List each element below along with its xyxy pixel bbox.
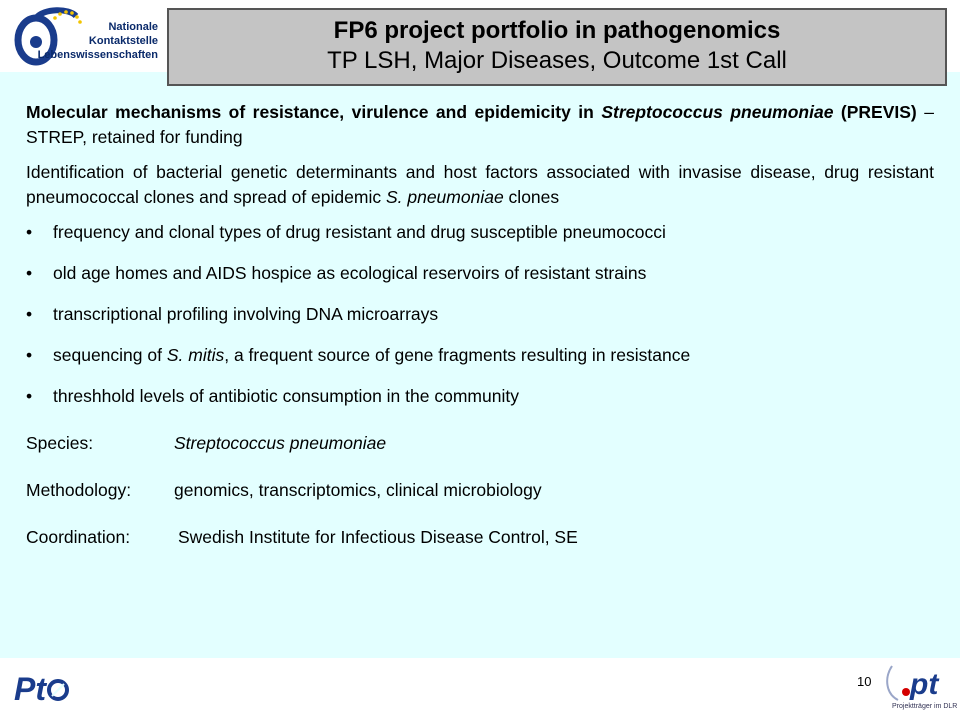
logo-line-3: Lebenswissenschaften bbox=[37, 49, 158, 61]
heading-organism: Streptococcus pneumoniae bbox=[601, 102, 834, 122]
project-heading bbox=[26, 100, 934, 150]
description-organism: S. pneumoniae bbox=[385, 187, 504, 207]
logo-line-2: Kontaktstelle bbox=[88, 35, 158, 47]
page-title: FP6 project portfolio in pathogenomics bbox=[333, 17, 781, 44]
species-row bbox=[26, 431, 934, 456]
nks-logo bbox=[8, 6, 158, 68]
title-box bbox=[167, 8, 947, 86]
pt-left-logo-icon bbox=[14, 670, 70, 706]
logo-caption bbox=[38, 20, 158, 62]
list-item bbox=[26, 261, 934, 286]
page-number: 10 bbox=[857, 674, 872, 689]
methodology-row bbox=[26, 478, 934, 503]
list-item bbox=[26, 220, 934, 245]
bullet-dot: • bbox=[26, 345, 33, 365]
description-text-a: Identification of bacterial genetic determinants and host factors associated with invasise disease, drug resistant pneumococcal clones and spread of epidemic bbox=[26, 162, 934, 207]
coordination-label: Coordination: bbox=[26, 527, 131, 547]
coordination-value: Swedish Institute for Infectious Disease Control, SE bbox=[178, 527, 578, 547]
bullet-dot: • bbox=[26, 222, 33, 242]
logo-line-1: Nationale bbox=[108, 21, 158, 33]
heading-text-b: (PREVIS) bbox=[833, 102, 917, 122]
list-item bbox=[26, 302, 934, 327]
bullet-dot: • bbox=[26, 304, 33, 324]
list-item bbox=[26, 343, 934, 368]
bullet-text: frequency and clonal types of drug resistant and drug susceptible pneumococci bbox=[53, 222, 666, 242]
bullet-text: old age homes and AIDS hospice as ecological reservoirs of resistant strains bbox=[53, 263, 647, 283]
pt-left-logo-text: Pt bbox=[14, 671, 46, 706]
bullet-dot: • bbox=[26, 386, 33, 406]
methodology-value: genomics, transcriptomics, clinical microbiology bbox=[174, 480, 542, 500]
bullet-text: transcriptional profiling involving DNA microarrays bbox=[53, 304, 439, 324]
project-description bbox=[26, 160, 934, 210]
slide-body bbox=[26, 100, 934, 550]
species-value: Streptococcus pneumoniae bbox=[174, 433, 387, 453]
heading-status: – STREP, retained for funding bbox=[26, 102, 934, 147]
pt-right-logo-text: pt bbox=[910, 668, 939, 701]
bullet-text-b: , a frequent source of gene fragments resulting in resistance bbox=[224, 345, 691, 365]
description-text-b: clones bbox=[503, 187, 560, 207]
list-item bbox=[26, 384, 934, 409]
objectives-list bbox=[26, 220, 934, 409]
heading-text-a: Molecular mechanisms of resistance, virulence and epidemicity in bbox=[26, 102, 602, 122]
methodology-label: Methodology: bbox=[26, 480, 132, 500]
bullet-text: threshhold levels of antibiotic consumption in the community bbox=[53, 386, 519, 406]
bullet-organism: S. mitis bbox=[166, 345, 225, 365]
bullet-dot: • bbox=[26, 263, 33, 283]
bullet-text-a: sequencing of bbox=[53, 345, 167, 365]
pt-right-logo-caption: Projektträger im DLR bbox=[892, 703, 958, 710]
coordination-row bbox=[26, 525, 934, 550]
page-subtitle: TP LSH, Major Diseases, Outcome 1st Call bbox=[327, 47, 787, 74]
species-label: Species: bbox=[26, 433, 94, 453]
